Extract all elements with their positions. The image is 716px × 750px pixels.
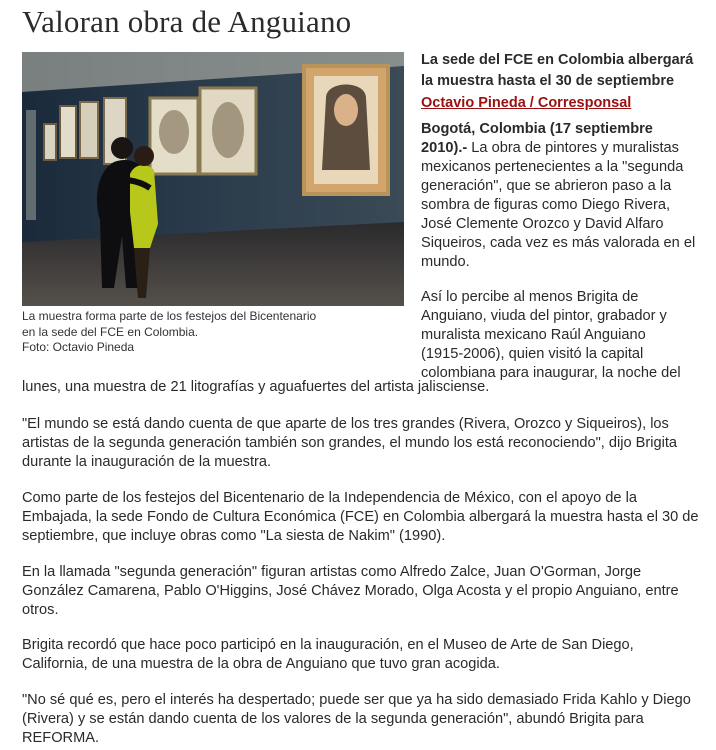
article-line: Embajada, la sede Fondo de Cultura Económica (FCE) en Colombia albergará la muestra hasta el 30 de (22, 509, 699, 525)
author-link[interactable]: Octavio Pineda / Corresponsal (421, 95, 632, 111)
article-photo[interactable] (22, 52, 404, 306)
article-line: generación", que se abrieron paso a la (421, 178, 672, 194)
article-line: sombra de figuras como Diego Rivera, (421, 197, 671, 213)
caption-credit: Foto: Octavio Pineda (22, 340, 135, 355)
article-line: González Camarena, Pablo O'Higgins, José Chávez Morado, Olga Acosta y el propio Anguiano, entre (22, 583, 679, 599)
article-line: otros. (22, 602, 59, 618)
subheadline-line: la muestra hasta el 30 de septiembre (421, 73, 675, 89)
article-line (421, 121, 653, 137)
article-line: Como parte de los festejos del Bicentenario de la Independencia de México, con el apoyo de la (22, 490, 637, 506)
caption-line: en la sede del FCE en Colombia. (22, 324, 199, 339)
article-line: En la llamada "segunda generación" figuran artistas como Alfredo Zalce, Juan O'Gorman, Jorge (22, 564, 642, 580)
article-line: Siqueiros, cada vez es más valorada en el (421, 235, 696, 251)
dateline: Bogotá, Colombia (17 septiembre (421, 121, 653, 137)
article-line: Anguiano, viuda del pintor, grabador y (421, 308, 667, 324)
article-line: 2010).- La obra de pintores y muralistas (421, 140, 679, 156)
article-line: (1915-2006), quien visitó la capital (421, 346, 644, 362)
article-line: California, de una muestra de la obra de Anguiano que tuvo gran acogida. (22, 656, 500, 672)
article-line: (Rivera) y se están dando cuenta de los valores de la segunda generación", abundó Brigita para (22, 711, 644, 727)
article-line: artistas de la segunda generación también son grandes, el mundo los está reconociendo", dijo Brigita (22, 435, 678, 451)
article-line: "No sé qué es, pero el interés ha despertado; puede ser que ya ha sido demasiado Frida Kahlo y Diego (22, 692, 691, 708)
article-line: durante la inauguración de la muestra. (22, 454, 272, 470)
article-line: "El mundo se está dando cuenta de que aparte de los tres grandes (Rivera, Orozco y Siqueiros), los (22, 416, 669, 432)
article-line: REFORMA. (22, 730, 100, 746)
article-line: mexicanos pertenecientes a la "segunda (421, 159, 684, 175)
gallery-photo-illustration (22, 52, 404, 306)
photo-caption (22, 309, 352, 356)
subheadline (421, 50, 701, 92)
article-line: lunes, una muestra de 21 litografías y aguafuertes del artista jalisciense. (22, 379, 490, 395)
article-line: Brigita recordó que hace poco participó en la inauguración, en el Museo de Arte de San Diego, (22, 637, 634, 653)
article-line: muralista mexicano Raúl Anguiano (421, 327, 646, 343)
article-line: septiembre, que incluye obras como "La siesta de Nakim" (1990). (22, 528, 446, 544)
article-line: mundo. (421, 254, 470, 270)
caption-line: La muestra forma parte de los festejos del Bicentenario (22, 309, 317, 323)
article-line: José Clemente Orozco y David Alfaro (421, 216, 664, 232)
article-line: Así lo percibe al menos Brigita de (421, 289, 639, 305)
page-title: Valoran obra de Anguiano (22, 4, 352, 39)
subheadline-line: La sede del FCE en Colombia albergará (421, 52, 694, 68)
article-line: colombiana para inaugurar, la noche del (421, 365, 681, 381)
